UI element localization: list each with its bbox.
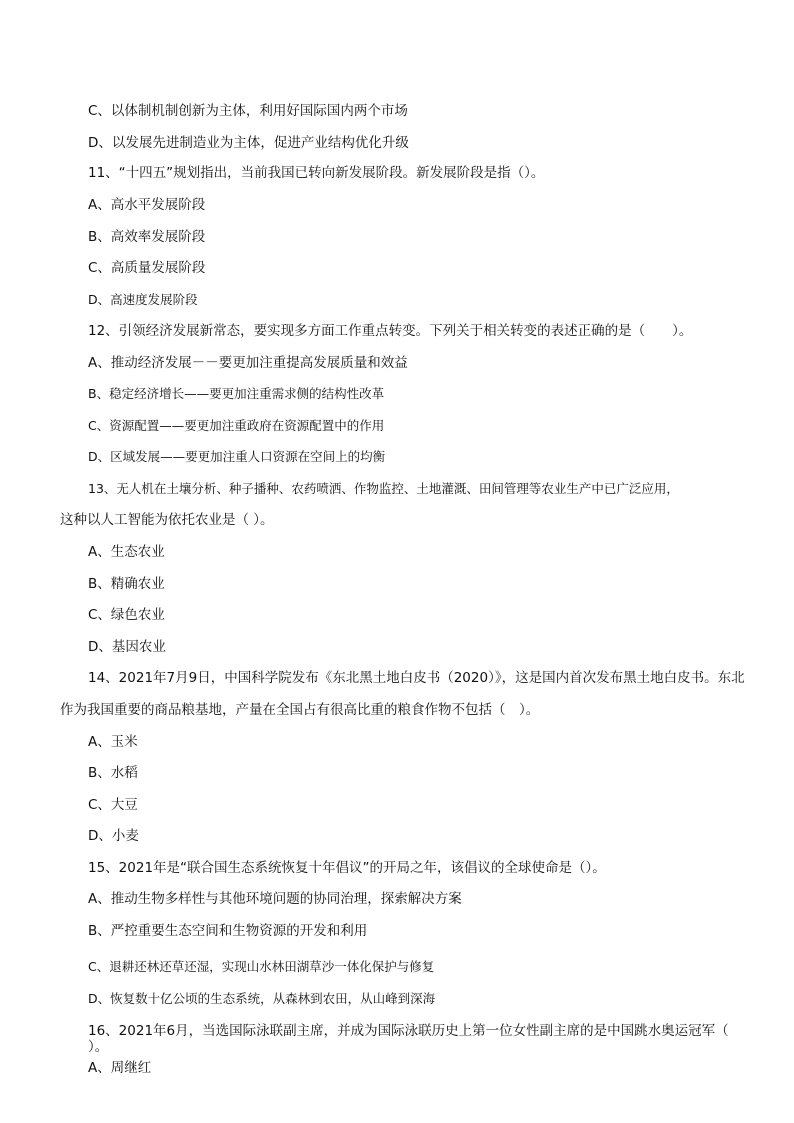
option-a-q16: A、周继红 [88,1060,152,1076]
question-13-line-2: 这种以人工智能为依托农业是（ ）。 [60,512,274,528]
option-a-q11: A、高水平发展阶段 [88,197,206,213]
option-c-q10: C、以体制机制创新为主体，利用好国际国内两个市场 [88,103,408,119]
question-16-line-1: 16、2021年6月，当选国际泳联副主席，并成为国际泳联历史上第一位女性副主席的是中国跳水奥运冠军（ [88,1023,729,1039]
option-a-q15: A、推动生物多样性与其他环境问题的协同治理，探索解决方案 [88,891,462,907]
question-15: 15、2021年是“联合国生态系统恢复十年倡议”的开局之年，该倡议的全球使命是（）。 [88,860,606,876]
option-a-q14: A、玉米 [88,734,138,750]
option-c-q14: C、大豆 [88,797,138,813]
option-c-q12: C、资源配置——要更加注重政府在资源配置中的作用 [88,418,385,433]
option-c-q11: C、高质量发展阶段 [88,260,206,276]
question-16-line-2: ）。 [88,1039,109,1055]
option-d-q12: D、区域发展——要更加注重人口资源在空间上的均衡 [88,449,386,464]
question-12: 12、引领经济发展新常态，要实现多方面工作重点转变。下列关于相关转变的表述正确的是（ ）。 [88,323,693,339]
option-d-q14: D、小麦 [88,828,139,844]
option-d-q11: D、高速度发展阶段 [88,292,198,307]
option-d-q15: D、恢复数十亿公顷的生态系统，从森林到农田，从山峰到深海 [88,991,436,1006]
option-a-q12: A、推动经济发展－－要更加注重提高发展质量和效益 [88,355,408,371]
option-b-q12: B、稳定经济增长——要更加注重需求侧的结构性改革 [88,386,385,401]
option-b-q15: B、严控重要生态空间和生物资源的开发和利用 [88,923,368,939]
option-c-q13: C、绿色农业 [88,607,165,623]
option-c-q15: C、退耕还林还草还湿，实现山水林田湖草沙一体化保护与修复 [88,959,435,974]
option-b-q14: B、水稻 [88,765,138,781]
option-b-q11: B、高效率发展阶段 [88,229,206,245]
question-14-line-2: 作为我国重要的商品粮基地，产量在全国占有很高比重的粮食作物不包括（ ）。 [60,702,540,718]
option-b-q13: B、精确农业 [88,576,165,592]
question-11: 11、“十四五”规划指出，当前我国已转向新发展阶段。新发展阶段是指（）。 [88,165,545,181]
question-13-line-1: 13、无人机在土壤分析、种子播种、农药喷洒、作物监控、土地灌溉、田间管理等农业生产中已广泛应用， [88,481,679,496]
question-14-line-1: 14、2021年7月9日，中国科学院发布《东北黑土地白皮书（2020）》，这是国内首次发布黑土地白皮书。东北 [88,670,745,686]
option-d-q13: D、基因农业 [88,639,166,655]
option-a-q13: A、生态农业 [88,544,165,560]
option-d-q10: D、以发展先进制造业为主体，促进产业结构优化升级 [88,135,409,151]
